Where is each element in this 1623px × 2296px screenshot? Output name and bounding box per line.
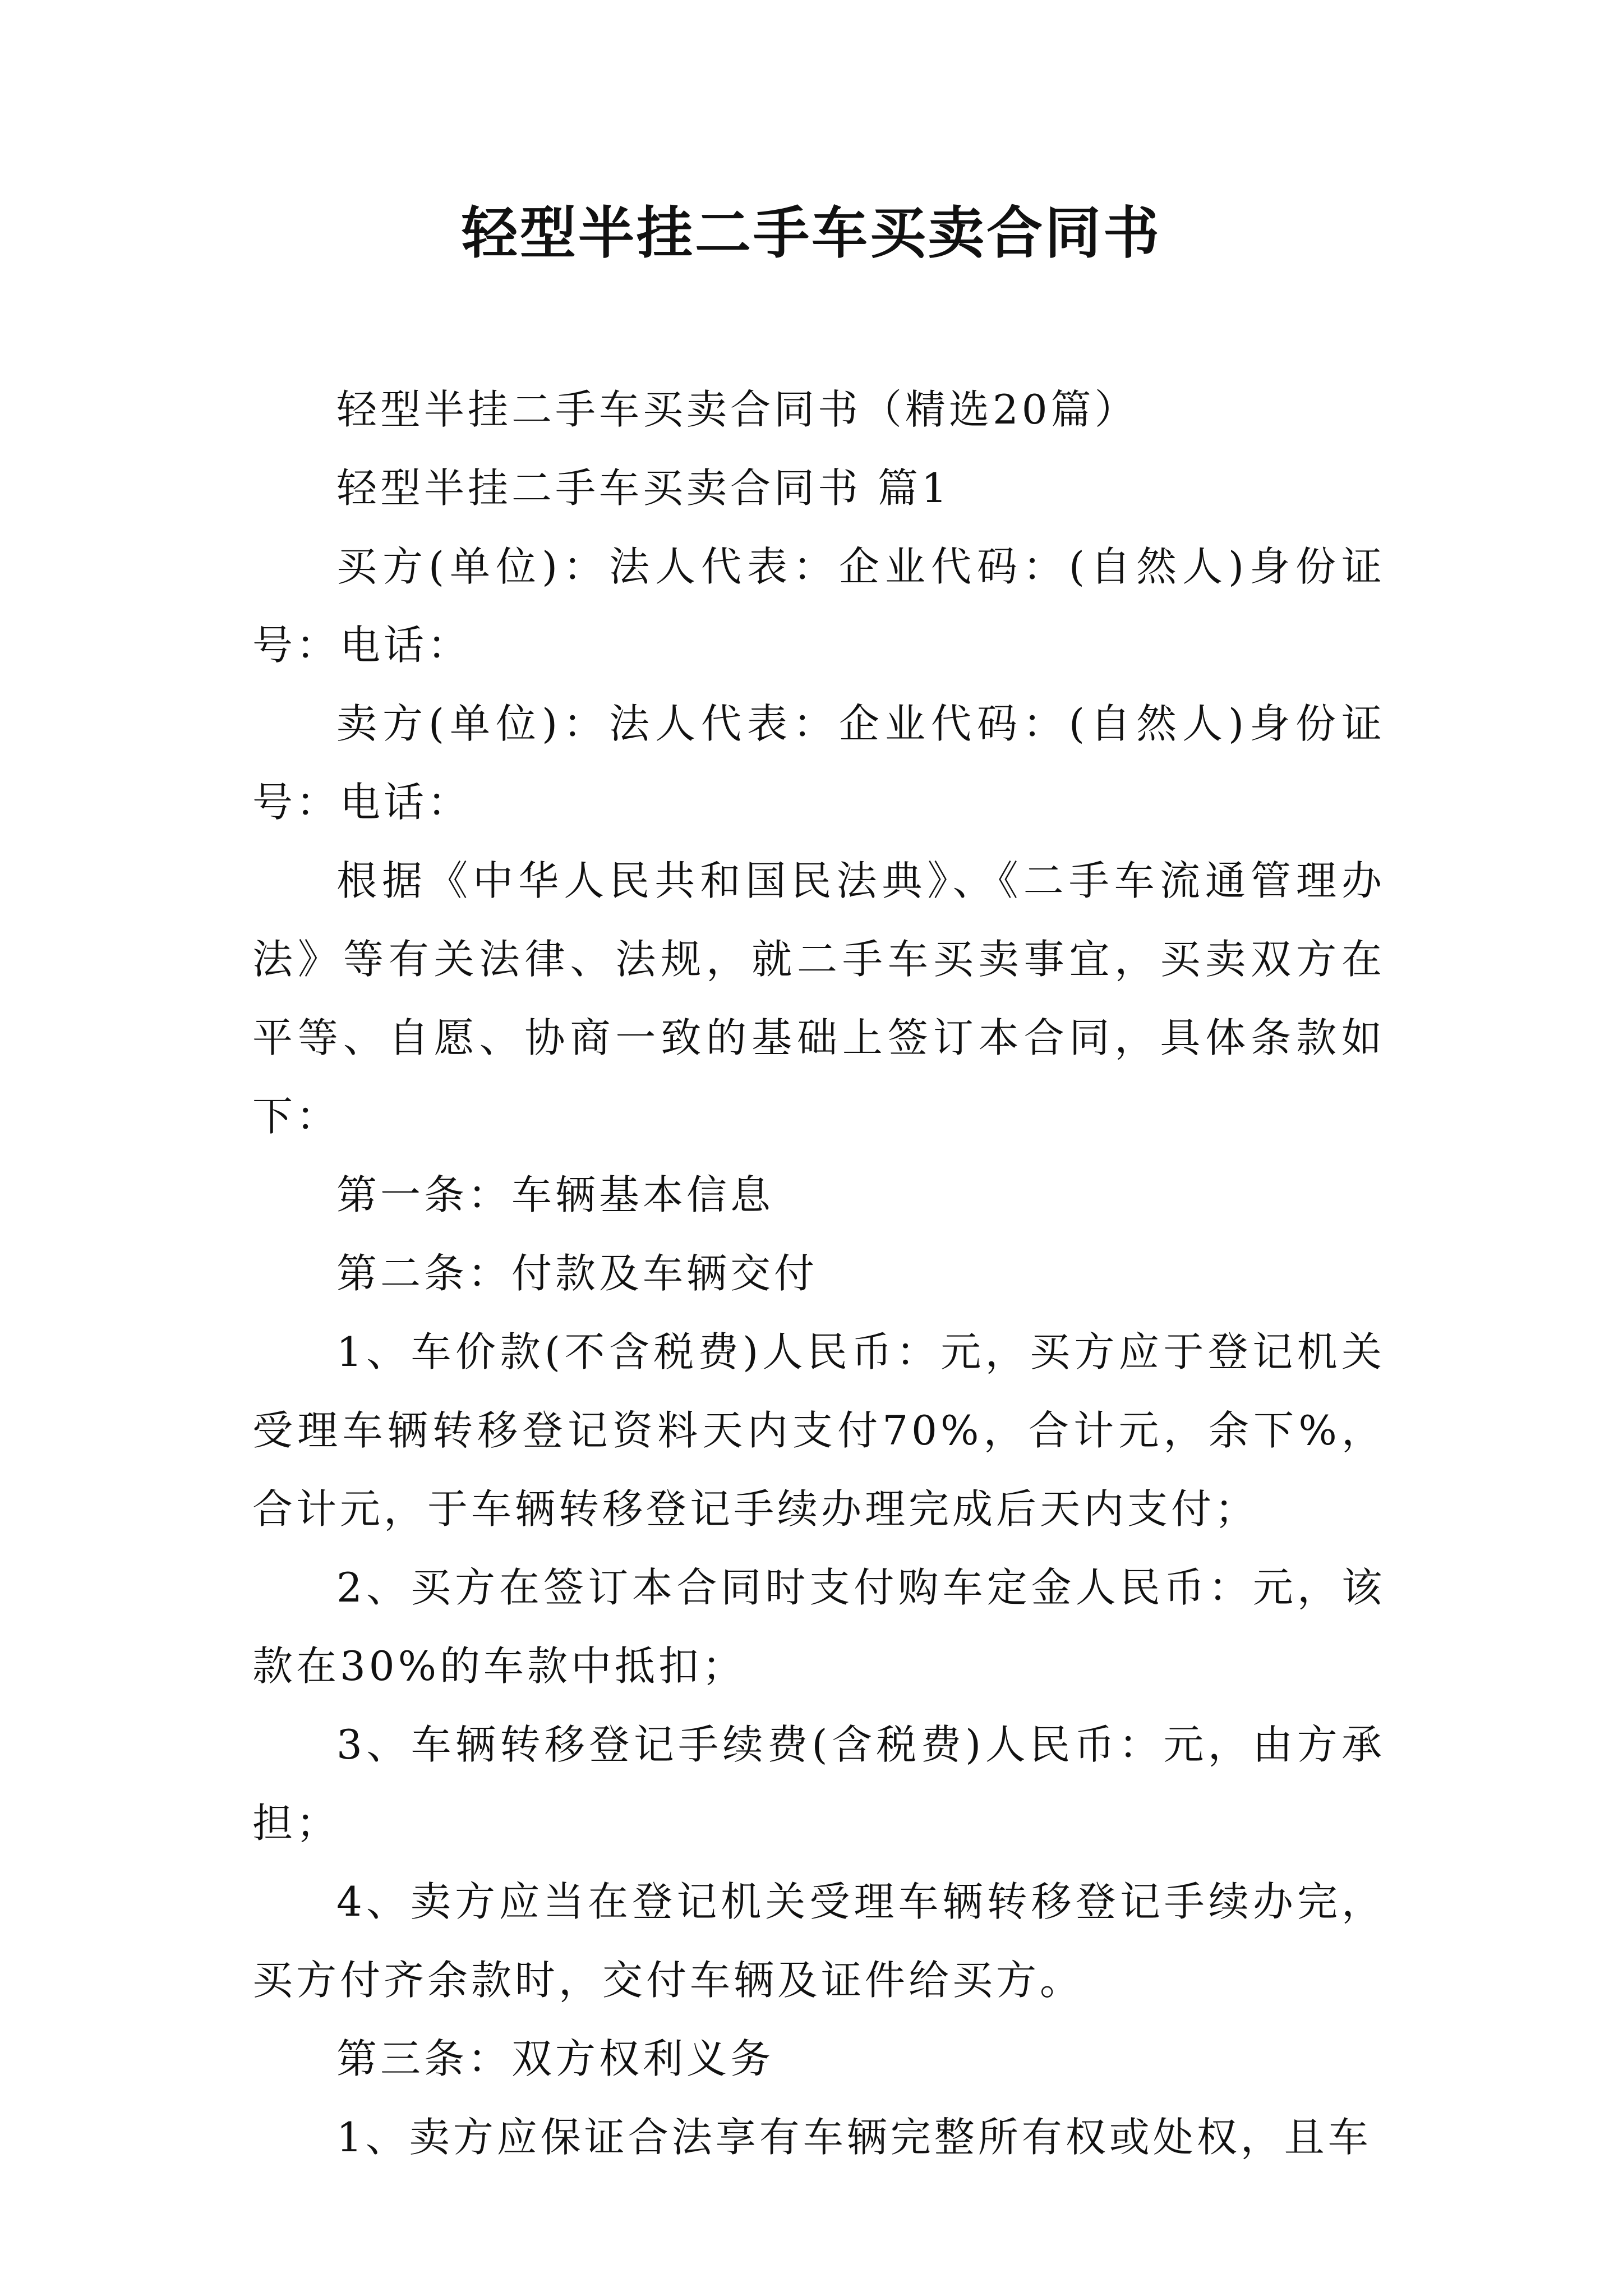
paragraph-clause-2-4: 4、卖方应当在登记机关受理车辆转移登记手续办完，买方付齐余款时，交付车辆及证件给买方。 xyxy=(252,1878,1385,2004)
paragraph-clause-3-1: 1、卖方应保证合法享有车辆完整所有权或处权，且车 xyxy=(336,2114,1372,2161)
paragraph-article-1: 第一条：车辆基本信息 xyxy=(336,1171,774,1218)
paragraph-buyer-info: 买方(单位)：法人代表：企业代码：(自然人)身份证号：电话： xyxy=(252,543,1385,669)
paragraph-section-heading: 轻型半挂二手车买卖合同书 篇1 xyxy=(336,464,951,512)
paragraph-seller-info: 卖方(单位)：法人代表：企业代码：(自然人)身份证号：电话： xyxy=(252,700,1385,826)
paragraph-clause-2-2: 2、买方在签订本合同时支付购车定金人民币：元，该款在30%的车款中抵扣； xyxy=(252,1564,1385,1690)
paragraph-subtitle: 轻型半挂二手车买卖合同书（精选20篇） xyxy=(336,386,1138,433)
paragraph-clause-2-1: 1、车价款(不含税费)人民币：元，买方应于登记机关受理车辆转移登记资料天内支付70%，合计元，余下%，合计元，于车辆转移登记手续办理完成后天内支付； xyxy=(252,1328,1385,1533)
paragraph-legal-basis: 根据《中华人民共和国民法典》、《二手车流通管理办法》等有关法律、法规，就二手车买卖事宜，买卖双方在平等、自愿、协商一致的基础上签订本合同，具体条款如下： xyxy=(252,857,1385,1140)
paragraph-article-3: 第三条：双方权利义务 xyxy=(336,2035,774,2082)
paragraph-clause-2-3: 3、车辆转移登记手续费(含税费)人民币：元，由方承担； xyxy=(252,1721,1385,1847)
document-body xyxy=(252,370,1385,2177)
paragraph-article-2: 第二条：付款及车辆交付 xyxy=(336,1250,818,1297)
document-title: 轻型半挂二手车买卖合同书 xyxy=(462,200,1161,266)
